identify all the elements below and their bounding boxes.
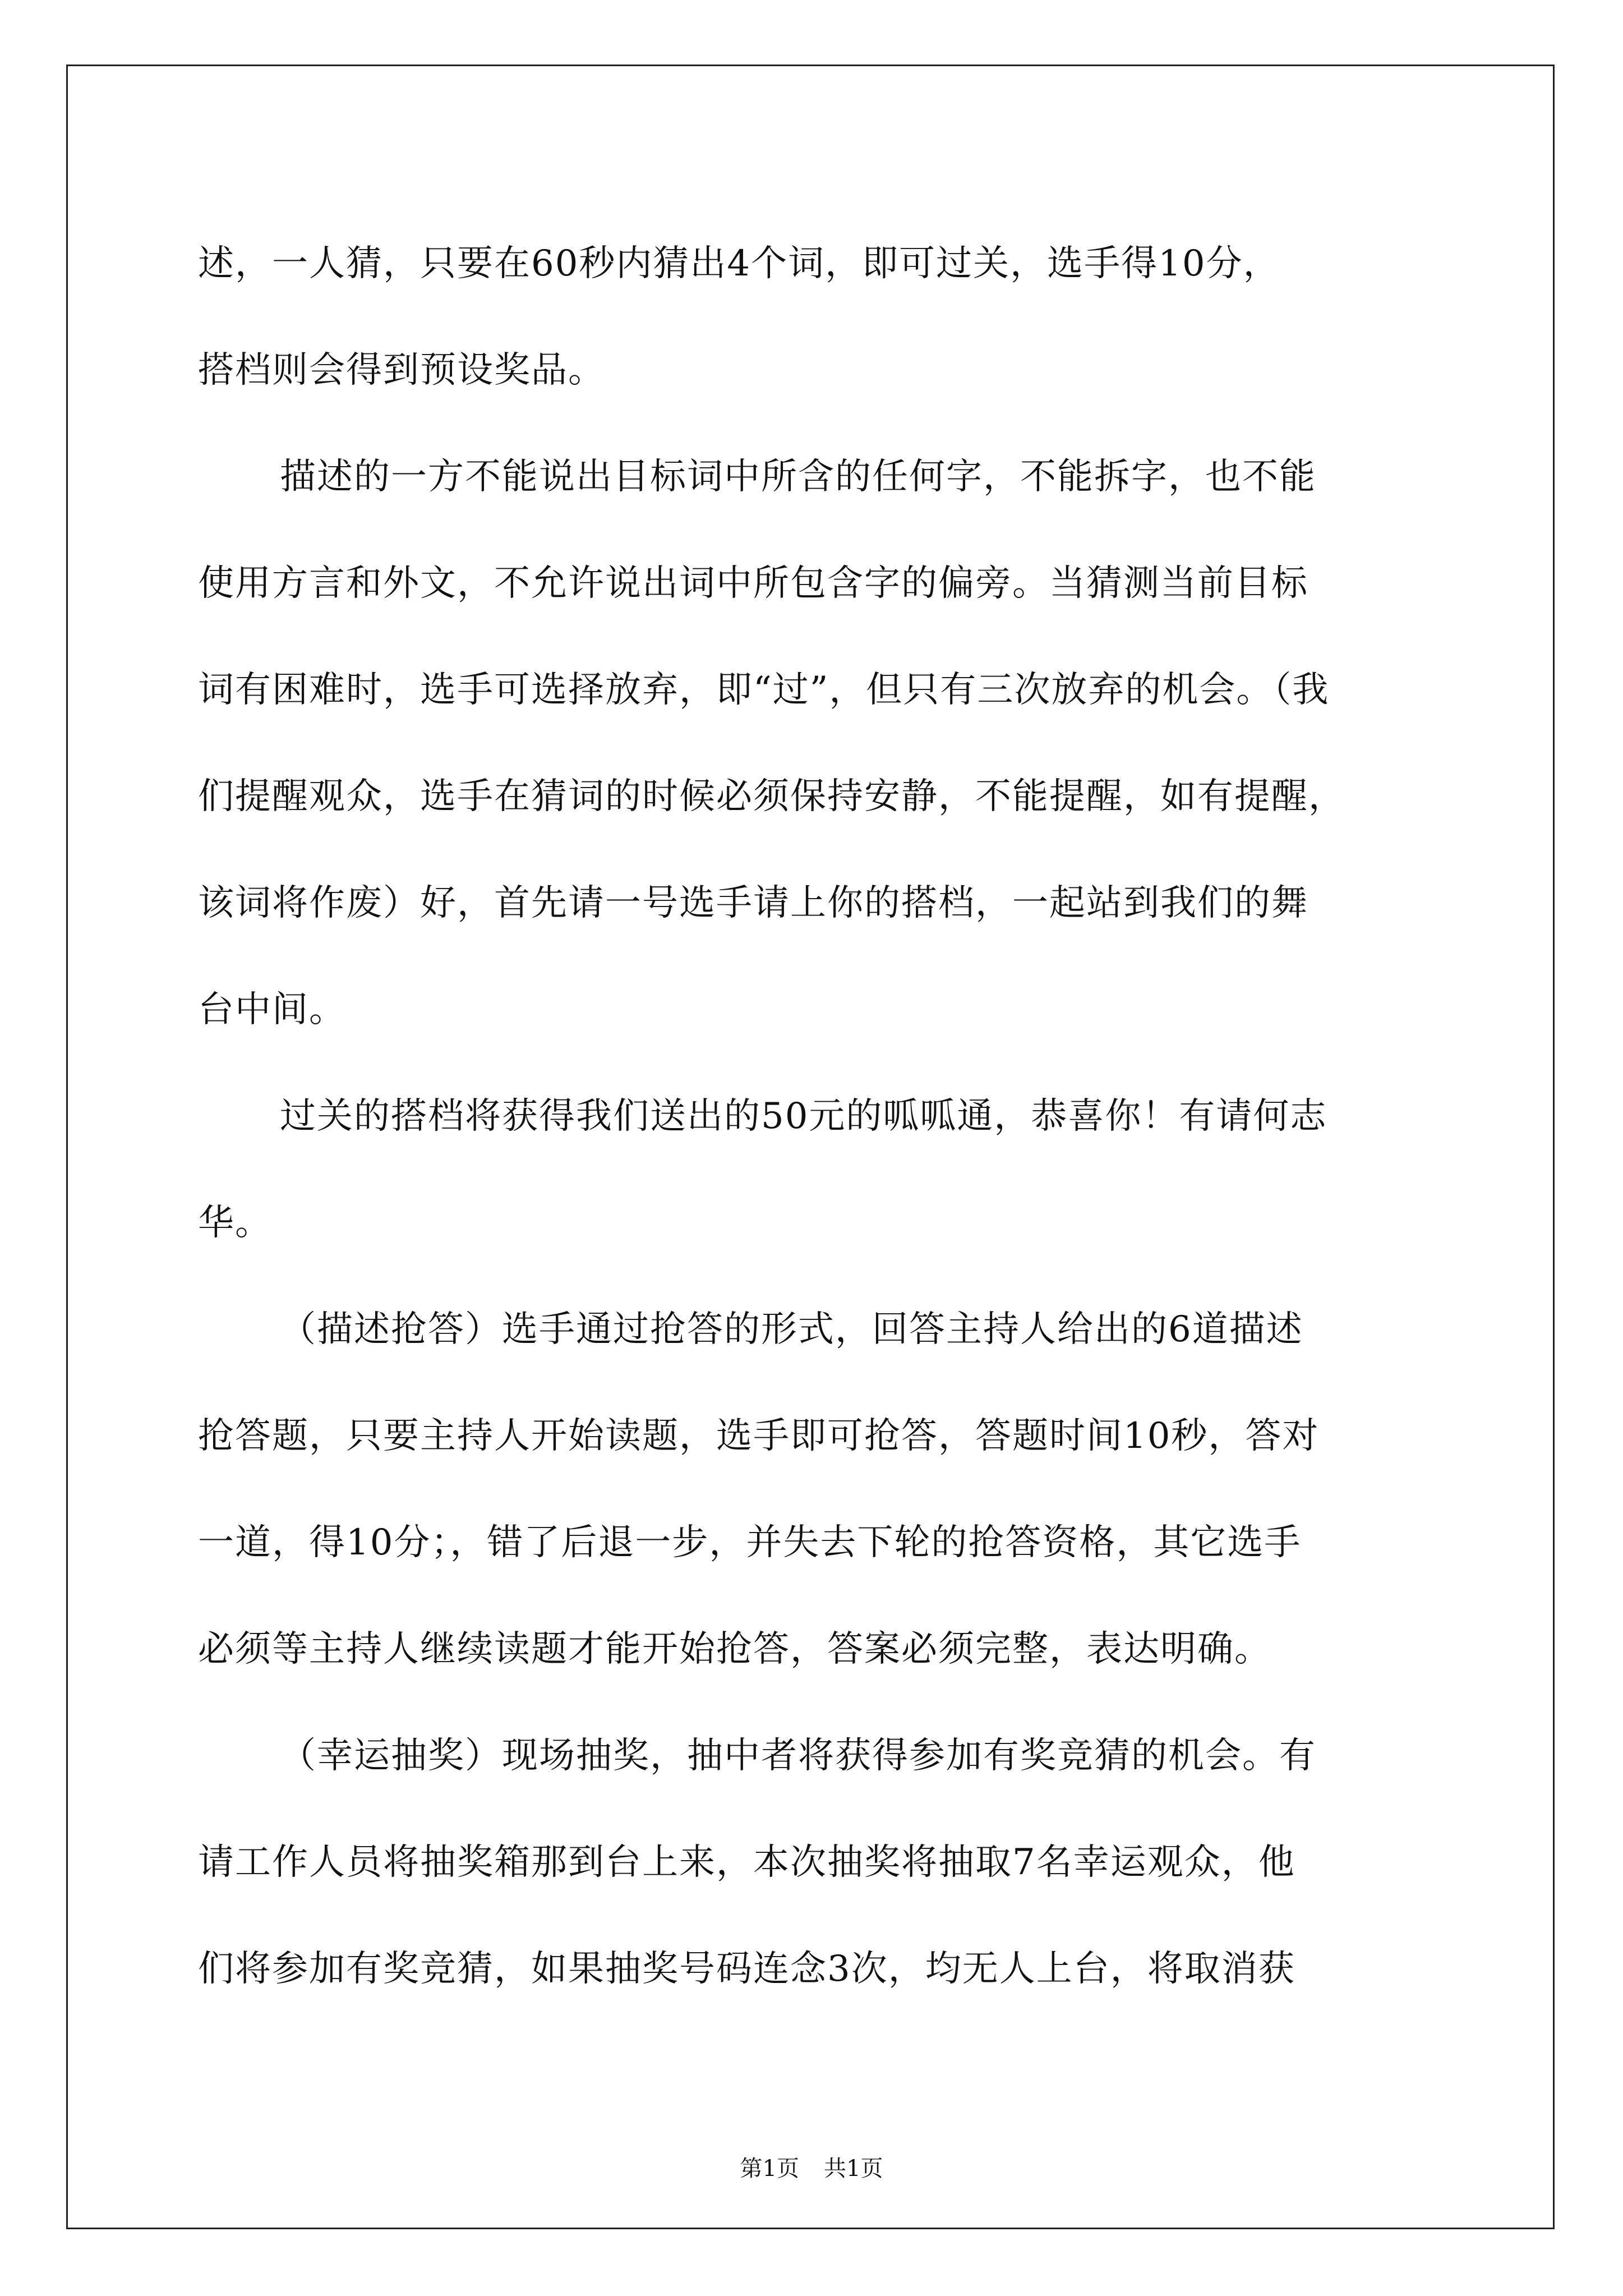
document-body <box>198 210 1426 2022</box>
text-line: 们将参加有奖竞猜，如果抽奖号码连念3次，均无人上台，将取消获 <box>198 1948 1295 1990</box>
text-line: 们提醒观众，选手在猜词的时候必须保持安静，不能提醒，如有提醒， <box>198 776 1345 817</box>
text-line: 该词将作废）好，首先请一号选手请上你的搭档，一起站到我们的舞 <box>198 882 1308 924</box>
text-line: 台中间。 <box>198 989 346 1030</box>
paragraph-start-line: 描述的一方不能说出目标词中所含的任何字，不能拆字，也不能 <box>280 456 1316 498</box>
text-line: 抢答题，只要主持人开始读题，选手即可抢答，答题时间10秒，答对 <box>198 1415 1320 1457</box>
text-line: 必须等主持人继续读题才能开始抢答，答案必须完整，表达明确。 <box>198 1628 1271 1670</box>
text-line: 华。 <box>198 1202 272 1244</box>
text-line: 搭档则会得到预设奖品。 <box>198 349 605 391</box>
text-line: 词有困难时，选手可选择放弃，即“过”，但只有三次放弃的机会。（我 <box>198 669 1330 711</box>
paragraph-start-line: 过关的搭档将获得我们送出的50元的呱呱通，恭喜你！有请何志 <box>280 1096 1327 1137</box>
text-line: 述，一人猜，只要在60秒内猜出4个词，即可过关，选手得10分， <box>198 243 1280 284</box>
text-line: 使用方言和外文，不允许说出词中所包含字的偏旁。当猜测当前目标 <box>198 563 1308 604</box>
page-number-current: 第1页 <box>740 2156 799 2182</box>
page-number-total: 共1页 <box>824 2156 883 2182</box>
text-line: 请工作人员将抽奖箱那到台上来，本次抽奖将抽取7名幸运观众，他 <box>198 1842 1295 1883</box>
paragraph-start-line: （幸运抽奖）现场抽奖，抽中者将获得参加有奖竞猜的机会。有 <box>280 1735 1316 1777</box>
page-footer <box>0 2152 1623 2185</box>
text-line: 一道，得10分；，错了后退一步，并失去下轮的抢答资格，其它选手 <box>198 1522 1302 1563</box>
paragraph-start-line: （描述抢答）选手通过抢答的形式，回答主持人给出的6道描述 <box>280 1309 1303 1350</box>
